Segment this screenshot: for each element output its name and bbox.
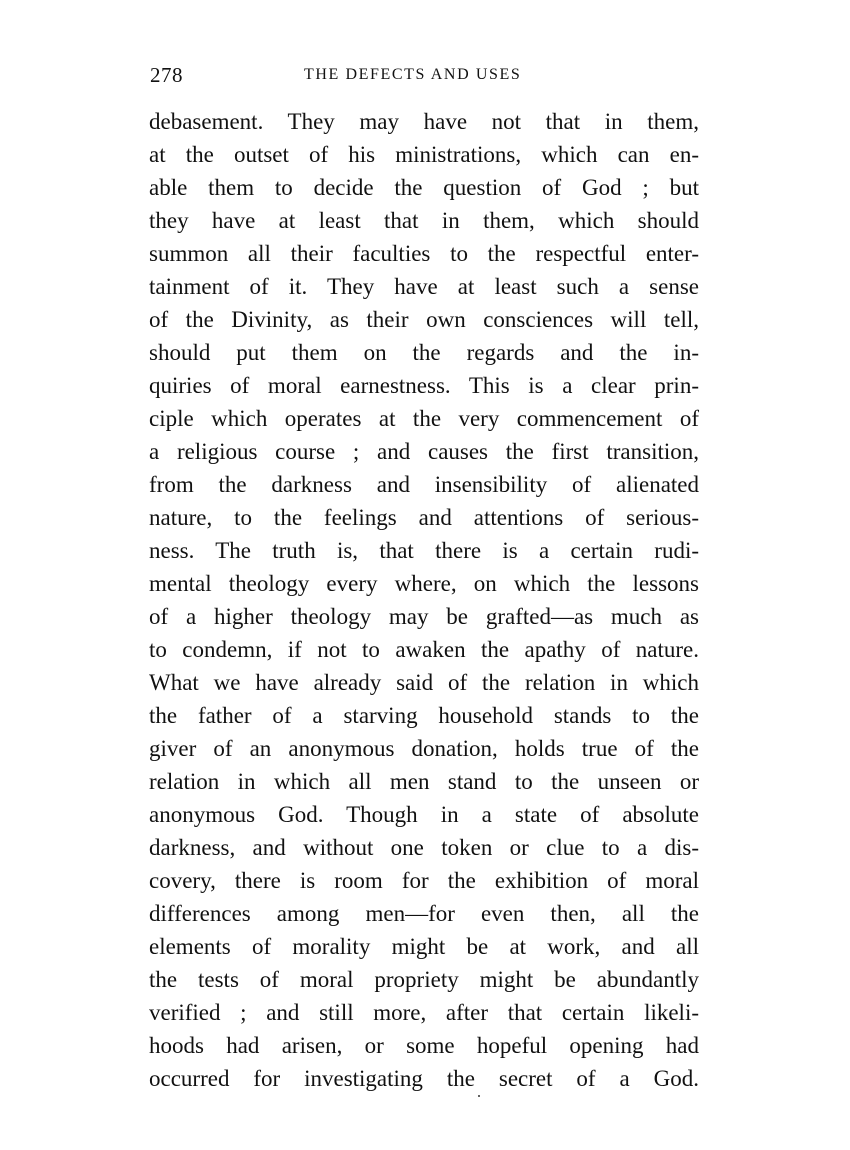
text-line: What we have already said of the relation in which xyxy=(149,670,699,695)
body-text xyxy=(149,105,699,1095)
text-line: verified ; and still more, after that certain likeli- xyxy=(149,1000,699,1025)
text-line: of the Divinity, as their own consciences will tell, xyxy=(149,307,699,332)
page-header xyxy=(150,60,700,90)
text-line: occurred for investigating the secret of a God. xyxy=(149,1066,699,1091)
text-line: covery, there is room for the exhibition of moral xyxy=(149,868,699,893)
text-line: ness. The truth is, that there is a certain rudi- xyxy=(149,538,699,563)
text-line: the tests of moral propriety might be abundantly xyxy=(149,967,699,992)
text-line: they have at least that in them, which should xyxy=(149,208,699,233)
text-line: hoods had arisen, or some hopeful opening had xyxy=(149,1033,699,1058)
text-line: elements of morality might be at work, and all xyxy=(149,934,699,959)
text-line: at the outset of his ministrations, which can en- xyxy=(149,142,699,167)
text-line: quiries of moral earnestness. This is a clear prin- xyxy=(149,373,699,398)
text-line: tainment of it. They have at least such a sense xyxy=(149,274,699,299)
text-line: differences among men—for even then, all the xyxy=(149,901,699,926)
text-line: anonymous God. Though in a state of absolute xyxy=(149,802,699,827)
text-line: relation in which all men stand to the unseen or xyxy=(149,769,699,794)
text-line: able them to decide the question of God ; but xyxy=(149,175,699,200)
text-line: should put them on the regards and the in- xyxy=(149,340,699,365)
text-line: debasement. They may have not that in them, xyxy=(149,109,699,134)
text-line: nature, to the feelings and attentions of serious- xyxy=(149,505,699,530)
text-line: of a higher theology may be grafted—as much as xyxy=(149,604,699,629)
text-line: ciple which operates at the very commencement of xyxy=(149,406,699,431)
text-line: giver of an anonymous donation, holds true of the xyxy=(149,736,699,761)
text-line: to condemn, if not to awaken the apathy of nature. xyxy=(149,637,699,662)
running-head: THE DEFECTS AND USES xyxy=(304,66,522,83)
text-line: a religious course ; and causes the first transition, xyxy=(149,439,699,464)
text-line: summon all their faculties to the respectful enter- xyxy=(149,241,699,266)
ink-speck xyxy=(478,1095,480,1097)
page-number: 278 xyxy=(150,63,183,87)
text-line: mental theology every where, on which the lessons xyxy=(149,571,699,596)
text-line: darkness, and without one token or clue to a dis- xyxy=(149,835,699,860)
text-line: from the darkness and insensibility of alienated xyxy=(149,472,699,497)
text-line: the father of a starving household stands to the xyxy=(149,703,699,728)
